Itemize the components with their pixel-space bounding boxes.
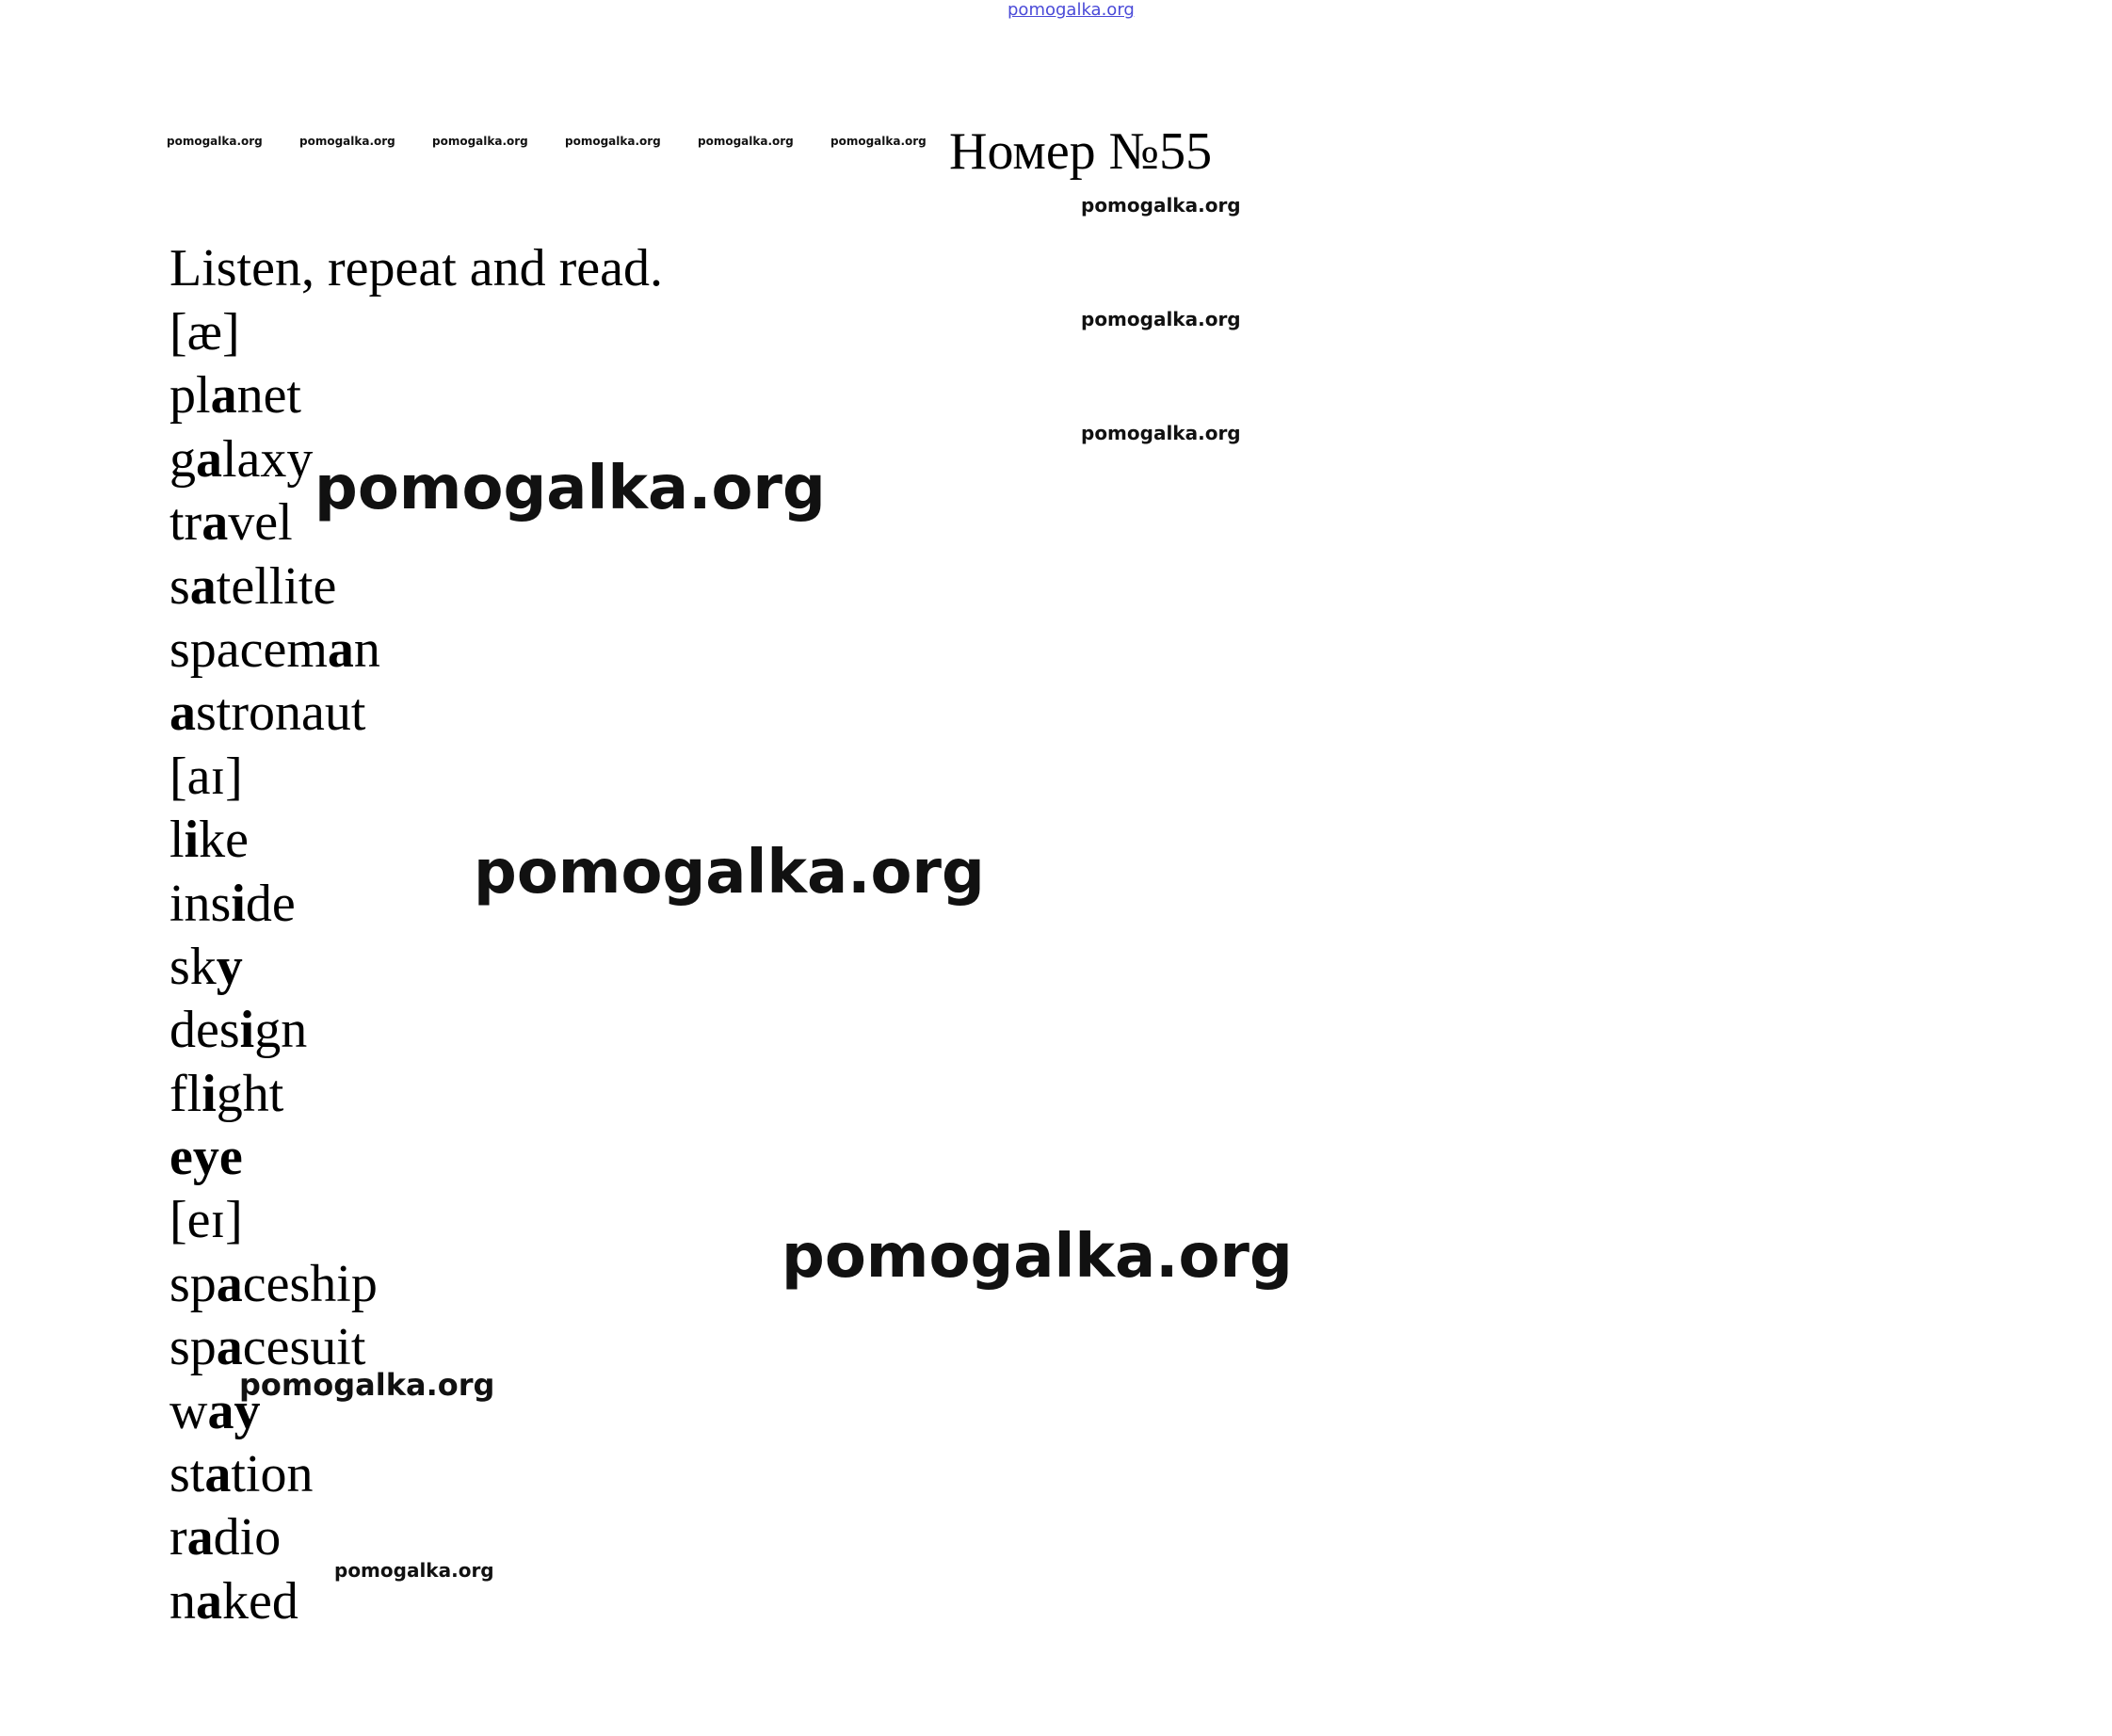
- word-part: spacem: [169, 619, 328, 679]
- word-part: dio: [213, 1508, 282, 1567]
- word-item: [169, 1506, 380, 1569]
- highlighted-letters: ay: [207, 1381, 261, 1440]
- watermark-large: pomogalka.org: [782, 1222, 1293, 1292]
- watermark-tiny: pomogalka.org: [167, 135, 263, 148]
- word-part: vel: [228, 493, 293, 553]
- word-part: des: [169, 1001, 240, 1060]
- word-item: [169, 873, 380, 936]
- word-part: tion: [231, 1445, 314, 1504]
- word-part: [æ]: [169, 303, 240, 362]
- sound-heading: [169, 746, 380, 809]
- word-part: sp: [169, 1318, 217, 1377]
- word-part: cesuit: [242, 1318, 366, 1377]
- watermark-small: pomogalka.org: [1081, 194, 1241, 217]
- highlighted-letters: a: [327, 619, 354, 679]
- word-item: [169, 619, 380, 682]
- word-item: [169, 682, 380, 745]
- word-part: sp: [169, 1254, 217, 1313]
- watermark-small: pomogalka.org: [334, 1559, 494, 1582]
- watermark-medium: pomogalka.org: [239, 1367, 495, 1403]
- word-item: [169, 1253, 380, 1316]
- word-item: [169, 809, 380, 872]
- highlighted-letters: a: [196, 429, 222, 489]
- watermark-small: pomogalka.org: [1081, 308, 1241, 330]
- word-part: ke: [199, 811, 249, 870]
- word-part: tellite: [216, 556, 337, 616]
- word-part: s: [169, 556, 190, 616]
- watermark-small: pomogalka.org: [1081, 422, 1241, 444]
- highlighted-letters: a: [216, 1254, 243, 1313]
- highlighted-letters: a: [189, 556, 217, 616]
- watermark-tiny: pomogalka.org: [698, 135, 794, 148]
- word-part: ceship: [242, 1254, 378, 1313]
- word-part: ked: [222, 1571, 298, 1631]
- highlighted-letters: a: [196, 1571, 222, 1631]
- watermark-tiny: pomogalka.org: [830, 135, 927, 148]
- word-item: [169, 936, 380, 999]
- word-item: [169, 1063, 380, 1126]
- word-part: net: [236, 366, 301, 426]
- word-item: [169, 555, 380, 619]
- word-part: laxy: [222, 429, 314, 489]
- word-item: [169, 1126, 380, 1189]
- watermark-large: pomogalka.org: [474, 838, 985, 908]
- word-part: gn: [254, 1001, 308, 1060]
- word-part: fl: [169, 1064, 202, 1123]
- highlighted-letters: i: [202, 1064, 217, 1123]
- word-part: ins: [169, 874, 232, 933]
- word-part: [eɪ]: [169, 1191, 243, 1250]
- word-part: pl: [169, 366, 211, 426]
- word-part: [aɪ]: [169, 747, 243, 806]
- word-part: r: [169, 1508, 187, 1567]
- word-part: w: [169, 1381, 208, 1440]
- word-part: g: [169, 429, 196, 489]
- highlighted-letters: a: [186, 1508, 214, 1567]
- site-link[interactable]: pomogalka.org: [1008, 0, 1135, 20]
- sound-heading: [169, 301, 380, 364]
- word-part: l: [169, 811, 185, 870]
- word-part: stronaut: [196, 683, 366, 743]
- word-item: [169, 1570, 380, 1633]
- highlighted-letters: a: [169, 683, 196, 743]
- highlighted-letters: eye: [169, 1128, 243, 1187]
- word-item: [169, 999, 380, 1062]
- highlighted-letters: a: [202, 493, 229, 553]
- word-part: n: [353, 619, 380, 679]
- watermark-large: pomogalka.org: [314, 454, 826, 523]
- highlighted-letters: a: [216, 1318, 243, 1377]
- highlighted-letters: a: [210, 366, 237, 426]
- sound-heading: [169, 1189, 380, 1252]
- watermark-tiny: pomogalka.org: [565, 135, 661, 148]
- instruction-text: Listen, repeat and read.: [169, 239, 663, 297]
- watermark-tiny: pomogalka.org: [299, 135, 395, 148]
- highlighted-letters: y: [216, 937, 243, 996]
- word-part: st: [169, 1445, 205, 1504]
- word-part: de: [245, 874, 296, 933]
- word-part: sk: [169, 937, 217, 996]
- word-part: tr: [169, 493, 202, 553]
- watermark-tiny: pomogalka.org: [432, 135, 528, 148]
- word-part: n: [169, 1571, 196, 1631]
- word-part: ght: [216, 1064, 284, 1123]
- word-item: [169, 364, 380, 427]
- highlighted-letters: a: [204, 1445, 232, 1504]
- highlighted-letters: i: [184, 811, 200, 870]
- page-title: Номер №55: [949, 122, 1213, 181]
- highlighted-letters: i: [231, 874, 246, 933]
- highlighted-letters: i: [239, 1001, 255, 1060]
- word-item: [169, 1443, 380, 1506]
